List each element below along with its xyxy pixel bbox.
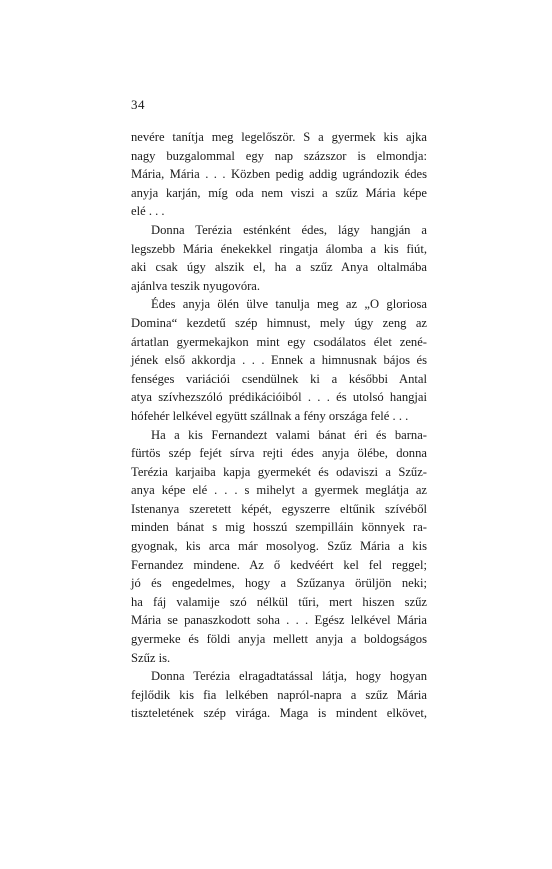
text-line: fenséges variációi csendülnek ki a későbbi Antal bbox=[131, 371, 427, 386]
text-line: jének első akkordja . . . Ennek a himnusnak bájos és bbox=[131, 353, 427, 368]
text-line: Édes anyja ölén ülve tanulja meg az „O gloriosa bbox=[151, 297, 427, 312]
text-line: gyognak, kis arca már mosolyog. Szűz Mária a kis bbox=[131, 539, 427, 554]
text-line: Szűz is. bbox=[131, 650, 171, 665]
text-line: Donna Terézia esténként édes, lágy hangján a bbox=[151, 222, 427, 237]
text-line: fejlődik kis fia lelkében napról-napra a szűz Mária bbox=[131, 687, 427, 702]
text-line: nevére tanítja meg legelőször. S a gyermek kis ajka bbox=[131, 130, 427, 144]
text-line: Fernandez mindene. Az ő kedvéért kel fel reggel; bbox=[131, 557, 427, 572]
text-line: Ha a kis Fernandezt valami bánat éri és barna- bbox=[151, 427, 427, 442]
text-line: nagy buzgalommal egy nap százszor is elmondja: bbox=[131, 148, 427, 163]
text-line: legszebb Mária énekekkel ringatja álomba a kis fiút, bbox=[131, 241, 427, 256]
text-line: gyermeke és földi anyja mellett anyja a boldogságos bbox=[131, 632, 427, 647]
text-line: ha fáj valamije szó nélkül tűri, mert hiszen szűz bbox=[131, 594, 427, 609]
text-line: Mária se panaszkodott soha . . . Egész lelkével Mária bbox=[131, 613, 427, 628]
text-line: elé . . . bbox=[131, 204, 165, 219]
text-line: minden bánat s mig hosszú szempilláin könnyek ra- bbox=[131, 520, 427, 535]
text-line: tiszteletének szép virága. Maga is mindent elkövet, bbox=[131, 706, 427, 721]
text-line: anyja karján, míg oda nem viszi a szűz Mária képe bbox=[131, 185, 427, 200]
text-line: hófehér lelkével együtt szállnak a fény országa felé . . . bbox=[131, 408, 409, 423]
text-line: aki csak úgy alszik el, ha a szűz Anya oltalmába bbox=[131, 260, 427, 275]
page-number: 34 bbox=[131, 97, 145, 112]
text-line: jó és engedelmes, hogy a Szűzanya örüljön neki; bbox=[131, 576, 427, 591]
text-line: ajánlva teszik nyugovóra. bbox=[131, 278, 261, 293]
text-line: ártatlan gyermekajkon mint egy csodálatos élet zené- bbox=[131, 334, 427, 349]
text-line: anya képe elé . . . s mihelyt a gyermek meglátja az bbox=[131, 483, 427, 498]
text-line: fürtös szép fejét sírva rejti édes anyja ölébe, donna bbox=[131, 446, 427, 461]
body-text bbox=[131, 128, 427, 723]
text-line: Terézia karjaiba kapja gyermekét és odaviszi a Szűz- bbox=[131, 464, 427, 479]
text-line: Istenanya szeretett képét, egyszerre eltűnik szívéből bbox=[131, 501, 427, 516]
text-line: Donna Terézia elragadtatással látja, hogy hogyan bbox=[151, 669, 427, 684]
text-line: Mária, Mária . . . Közben pedig addig ugrándozik édes bbox=[131, 167, 427, 182]
text-line: atya szívhezszóló prédikációiból . . . és utolsó hangjai bbox=[131, 390, 427, 405]
text-line: Domina“ kezdetű szép himnust, mely úgy zeng az bbox=[131, 315, 427, 330]
